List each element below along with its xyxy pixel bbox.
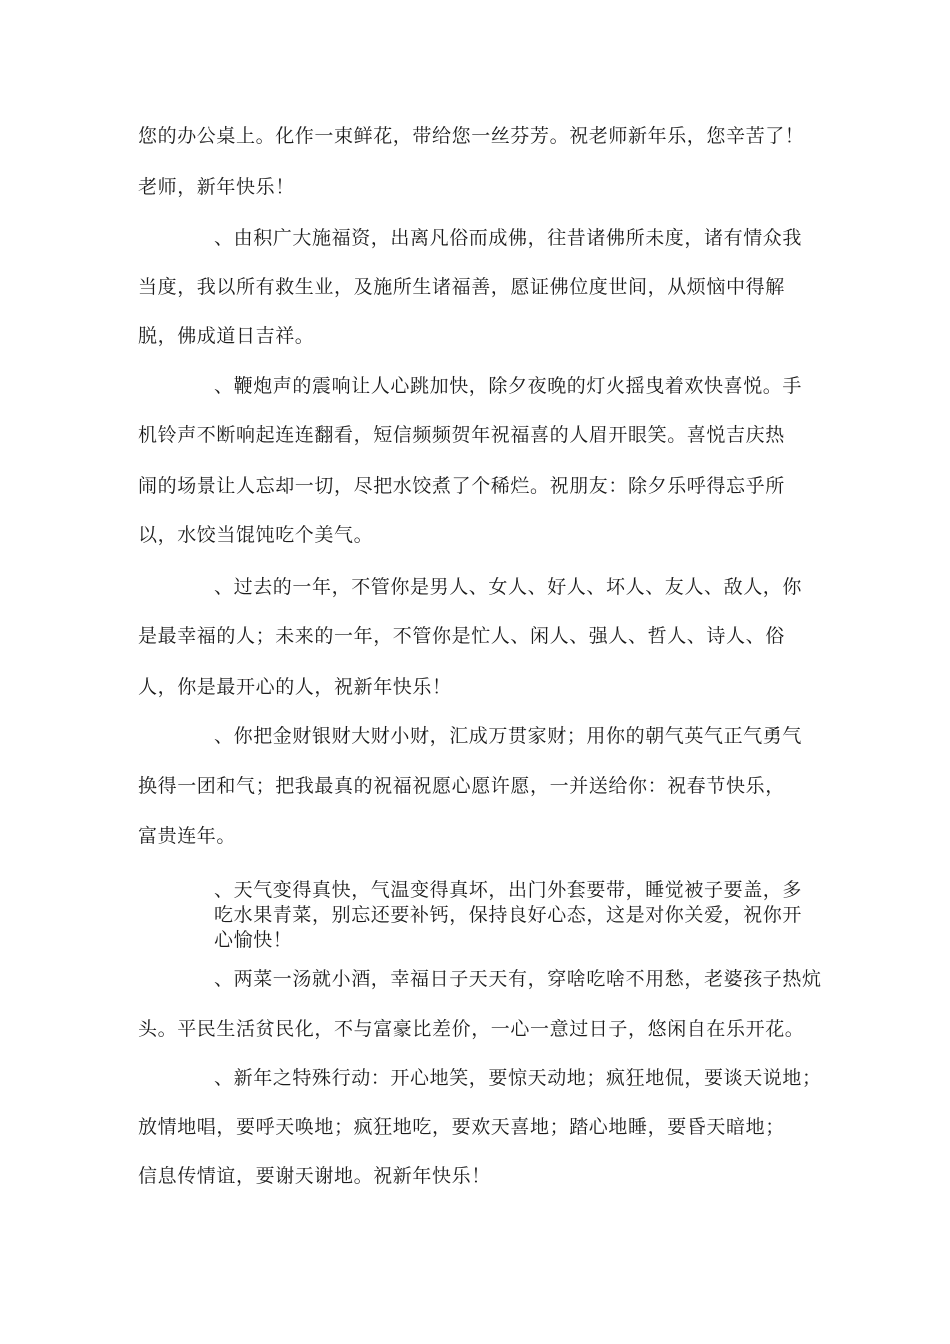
paragraph-4-line-1: 、过去的一年，不管你是男人、女人、好人、坏人、友人、敌人，你	[214, 576, 803, 598]
paragraph-1-line-2: 老师，新年快乐！	[138, 176, 295, 198]
paragraph-7-line-2: 头。平民生活贫民化，不与富豪比差价，一心一意过日子，悠闲自在乐开花。	[138, 1018, 805, 1040]
paragraph-5-line-2: 换得一团和气；把我最真的祝福祝愿心愿许愿，一并送给你：祝春节快乐，	[138, 775, 785, 797]
paragraph-3-line-2: 机铃声不断响起连连翻看，短信频频贺年祝福喜的人眉开眼笑。喜悦吉庆热	[138, 424, 785, 446]
paragraph-8-line-3: 信息传情谊，要谢天谢地。祝新年快乐！	[138, 1165, 491, 1187]
paragraph-6-line-2: 吃水果青菜，别忘还要补钙，保持良好心态，这是对你关爱，祝你开	[214, 904, 803, 926]
paragraph-5-line-3: 富贵连年。	[138, 825, 237, 847]
paragraph-1-line-1: 您的办公桌上。化作一束鲜花，带给您一丝芬芳。祝老师新年乐，您辛苦了！	[138, 125, 805, 147]
paragraph-6-line-3: 心愉快！	[214, 929, 293, 951]
paragraph-3-line-4: 以，水饺当馄饨吃个美气。	[138, 524, 374, 546]
paragraph-2-line-3: 脱，佛成道日吉祥。	[138, 325, 315, 347]
paragraph-4-line-3: 人，你是最开心的人，祝新年快乐！	[138, 676, 452, 698]
paragraph-2-line-1: 、由积广大施福资，出离凡俗而成佛，往昔诸佛所未度，诸有情众我	[214, 227, 803, 249]
paragraph-7-line-1: 、两菜一汤就小酒，幸福日子天天有，穿啥吃啥不用愁，老婆孩子热炕	[214, 968, 822, 990]
paragraph-3-line-1: 、鞭炮声的震响让人心跳加快，除夕夜晚的灯火摇曳着欢快喜悦。手	[214, 375, 803, 397]
paragraph-2-line-2: 当度，我以所有救生业，及施所生诸福善，愿证佛位度世间，从烦恼中得解	[138, 276, 785, 298]
paragraph-5-line-1: 、你把金财银财大财小财，汇成万贯家财；用你的朝气英气正气勇气	[214, 725, 803, 747]
paragraph-8-line-2: 放情地唱，要呼天唤地；疯狂地吃，要欢天喜地；踏心地睡，要昏天暗地；	[138, 1116, 785, 1138]
paragraph-4-line-2: 是最幸福的人；未来的一年，不管你是忙人、闲人、强人、哲人、诗人、俗	[138, 625, 785, 647]
paragraph-8-line-1: 、新年之特殊行动：开心地笑，要惊天动地；疯狂地侃，要谈天说地；	[214, 1067, 822, 1089]
paragraph-3-line-3: 闹的场景让人忘却一切，尽把水饺煮了个稀烂。祝朋友：除夕乐呼得忘乎所	[138, 475, 785, 497]
paragraph-6-line-1: 、天气变得真快，气温变得真坏，出门外套要带，睡觉被子要盖，多	[214, 879, 803, 901]
